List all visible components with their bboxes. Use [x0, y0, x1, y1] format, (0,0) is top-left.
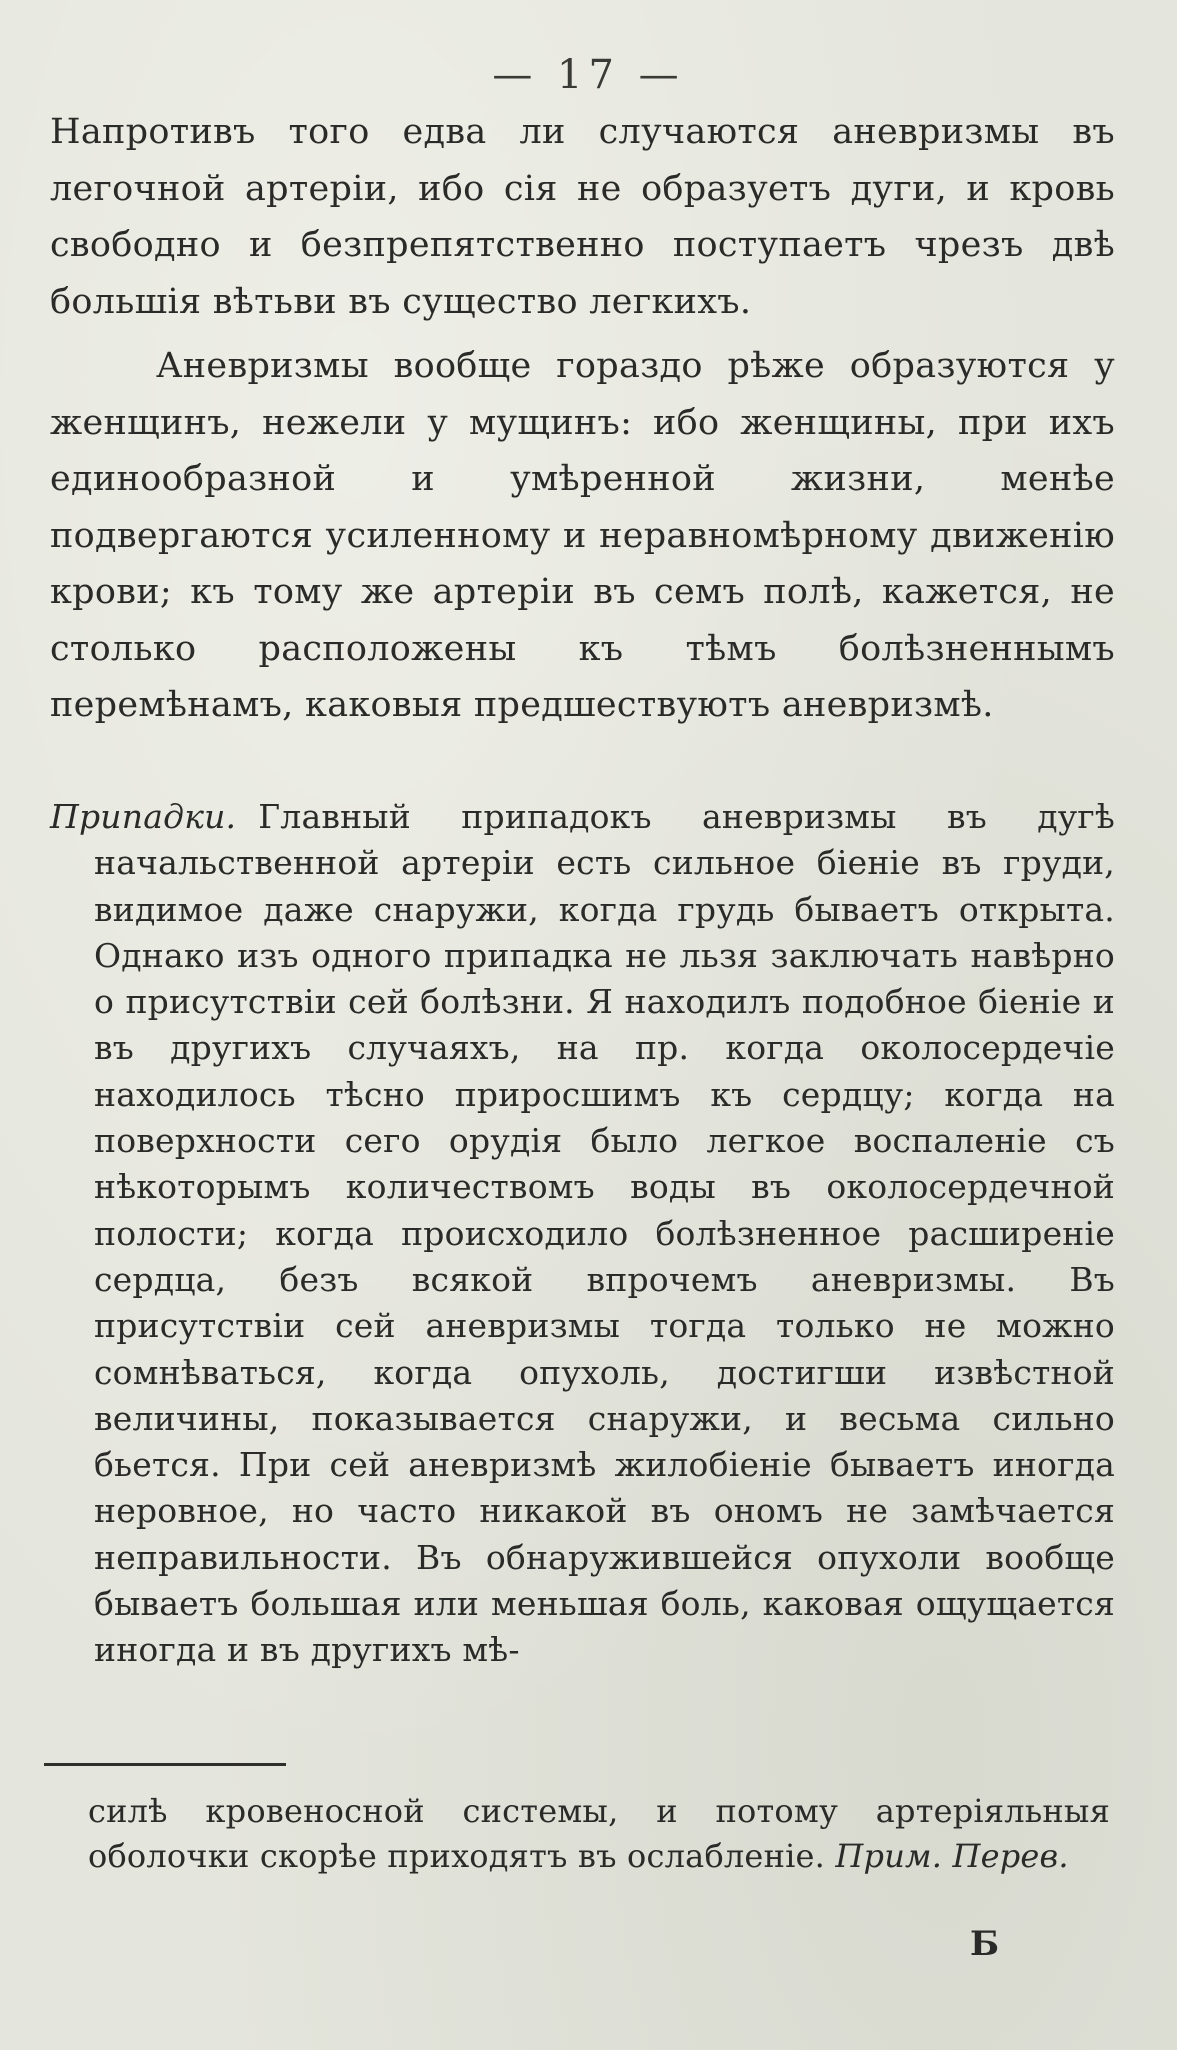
signature-mark: Б	[970, 1924, 1000, 1964]
translator-note: Прим. Перев.	[835, 1837, 1069, 1875]
footnote-divider	[44, 1763, 286, 1766]
section-label: Припадки.	[50, 797, 237, 836]
paragraph-women-men: Аневризмы вообще гораздо рѣже образуются у женщинъ, нежели у мущинъ: ибо женщины, при ихъ единообразной и умѣренной жизни, менѣе подвергаются усиленному и неравномѣрному движенію крови; къ тому же артеріи въ семъ полѣ, кажется, не столько расположены къ тѣмъ болѣзненнымъ перемѣнамъ, каковыя предшествуютъ аневризмѣ.	[50, 346, 1115, 725]
footnote-text: силѣ кровеносной системы, и потому артеріяльныя оболочки скорѣе приходятъ въ ослабленіе.	[88, 1792, 1110, 1875]
page-number: — 17 —	[492, 52, 685, 98]
footnote	[88, 1789, 1110, 1879]
section-text: Главный припадокъ аневризмы въ дугѣ начальственной артеріи есть сильное біеніе въ груди, видимое даже снаружи, когда грудь бываетъ открыта. Однако изъ одного припадка не льзя заключать навѣрно о присутствіи сей болѣзни. Я находилъ подобное біеніе и въ другихъ случаяхъ, на пр. когда околосердечіе находилось тѣсно приросшимъ къ сердцу; когда на поверхности сего орудія было легкое воспаленіе съ нѣкоторымъ количествомъ воды въ околосердечной полости; когда происходило болѣзненное расширеніе сердца, безъ всякой впрочемъ аневризмы. Въ присутствіи сей аневризмы тогда только не можно сомнѣваться, когда опухоль, достигши извѣстной величины, показывается снаружи, и весьма сильно бьется. При сей аневризмѣ жилобіеніе бываетъ иногда неровное, но часто никакой въ ономъ не замѣчается неправильности. Въ обнаружившейся опухоли вообще бываетъ большая или меньшая боль, каковая ощущается иногда и въ другихъ мѣ-	[94, 797, 1115, 1670]
section-symptoms	[50, 794, 1115, 1674]
paragraph-pulmonary-artery: Напротивъ того едва ли случаются аневризмы въ легочной артеріи, ибо сія не образуетъ дуги, и кровь свободно и безпрепятственно поступаетъ чрезъ двѣ большія вѣтьви въ существо легкихъ.	[50, 112, 1115, 322]
main-text	[50, 104, 1115, 734]
